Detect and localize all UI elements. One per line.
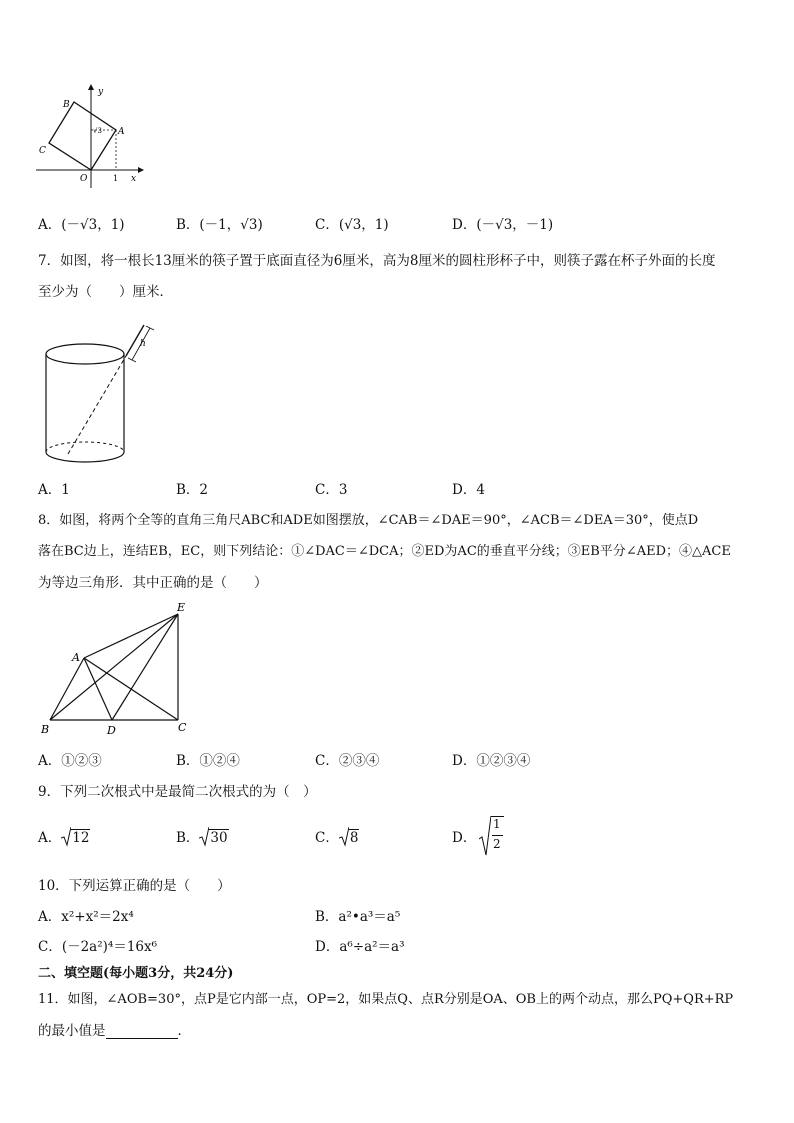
q9-option-b-prefix: B．: [176, 830, 200, 846]
label-D8: D: [107, 724, 116, 737]
q8-stem-line3: 为等边三角形．其中正确的是（ ）: [38, 575, 268, 591]
q8-option-d[interactable]: D．①②③④: [452, 753, 531, 769]
q9-stem: 9．下列二次根式中是最简二次根式的为（ ）: [38, 784, 317, 800]
q11-answer-blank[interactable]: [106, 1024, 178, 1039]
q6-option-c[interactable]: C．(√3，1): [315, 217, 389, 233]
q8-option-b[interactable]: B．①②④: [176, 753, 240, 769]
q8-triangle-figure: [36, 598, 196, 740]
q8-option-a[interactable]: A．①②③: [38, 753, 102, 769]
q8-option-c[interactable]: C．②③④: [315, 753, 380, 769]
q9-option-a-radicand: 12: [72, 830, 90, 846]
q11-stem-line2-end: ．: [177, 1023, 191, 1039]
q11-stem-line2: [38, 1019, 191, 1039]
q10-option-a[interactable]: A．x²+x²＝2x⁴: [38, 909, 134, 925]
q9-option-a-prefix: A．: [38, 830, 62, 846]
label-A8: A: [72, 651, 80, 664]
q7-stem-line1: 7．如图，将一根长13厘米的筷子置于底面直径为6厘米，高为8厘米的圆柱形杯子中，则筷子露在杯子外面的长度: [38, 253, 716, 269]
q7-option-c[interactable]: C．3: [315, 482, 348, 498]
q10-stem: 10．下列运算正确的是（ ）: [38, 878, 231, 894]
label-C8: C: [178, 721, 187, 734]
label-C: C: [39, 146, 46, 156]
q7-option-a[interactable]: A．1: [38, 482, 70, 498]
q10-option-c[interactable]: C．(－2a²)⁴＝16x⁶: [38, 939, 158, 955]
q9-option-a[interactable]: [38, 826, 90, 846]
label-A: A: [118, 127, 125, 137]
q9-option-d-numerator: 1: [493, 817, 501, 831]
q7-option-b[interactable]: B．2: [176, 482, 209, 498]
q7-stem-line2: 至少为（ ）厘米．: [38, 284, 173, 300]
q11-stem-line2-text: 的最小值是: [38, 1023, 106, 1039]
q9-option-d-denominator: 2: [493, 837, 501, 851]
q10-option-b[interactable]: B．a²•a³＝a⁵: [315, 909, 401, 925]
q9-option-d-radical-sign: [479, 815, 491, 857]
q9-option-c-radicand: 8: [349, 830, 359, 846]
q8-stem-line2: 落在BC边上，连结EB，EC，则下列结论：①∠DAC＝∠DCA；②ED为AC的垂直平分线；③EB平分∠AED；④△ACE: [38, 544, 731, 559]
q10-option-d[interactable]: D．a⁶÷a²＝a³: [315, 939, 405, 955]
q9-option-d-prefix: D．: [452, 830, 477, 846]
q8-stem-line1: 8．如图，将两个全等的直角三角尺ABC和ADE如图摆放，∠CAB＝∠DAE＝90°，∠ACB＝∠DEA＝30°，使点D: [38, 513, 699, 528]
label-B8: B: [41, 723, 50, 736]
q6-coordinate-figure: [30, 80, 150, 192]
label-x: x: [131, 174, 137, 184]
label-E: E: [177, 601, 186, 614]
q6-option-a[interactable]: A．(－√3，1): [38, 217, 125, 233]
section-2-title: 二、填空题(每小题3分，共24分): [38, 966, 234, 981]
q9-option-c[interactable]: [315, 826, 359, 846]
q9-option-c-prefix: C．: [315, 830, 339, 846]
q6-option-b[interactable]: B．(－1，√3): [176, 217, 263, 233]
q9-option-b-radicand: 30: [210, 830, 228, 846]
label-O: O: [80, 174, 88, 184]
q9-option-a-radical: [61, 830, 90, 846]
q9-option-b-radical: [199, 830, 228, 846]
label-B: B: [63, 100, 70, 110]
label-sqrt3: √3: [93, 127, 102, 135]
q9-option-c-radical: [339, 830, 360, 846]
q7-cylinder-figure: [36, 312, 176, 472]
q7-option-d[interactable]: D．4: [452, 482, 485, 498]
q11-stem-line1: 11．如图，∠AOB=30°，点P是它内部一点，OP=2，如果点Q、点R分别是OA、OB上的两个动点，那么PQ+QR+RP: [38, 992, 734, 1007]
q9-option-b[interactable]: [176, 826, 229, 846]
label-one: 1: [113, 174, 119, 183]
label-y: y: [98, 87, 104, 97]
q6-option-d[interactable]: D．(－√3，－1): [452, 217, 554, 233]
label-h: h: [140, 339, 146, 349]
